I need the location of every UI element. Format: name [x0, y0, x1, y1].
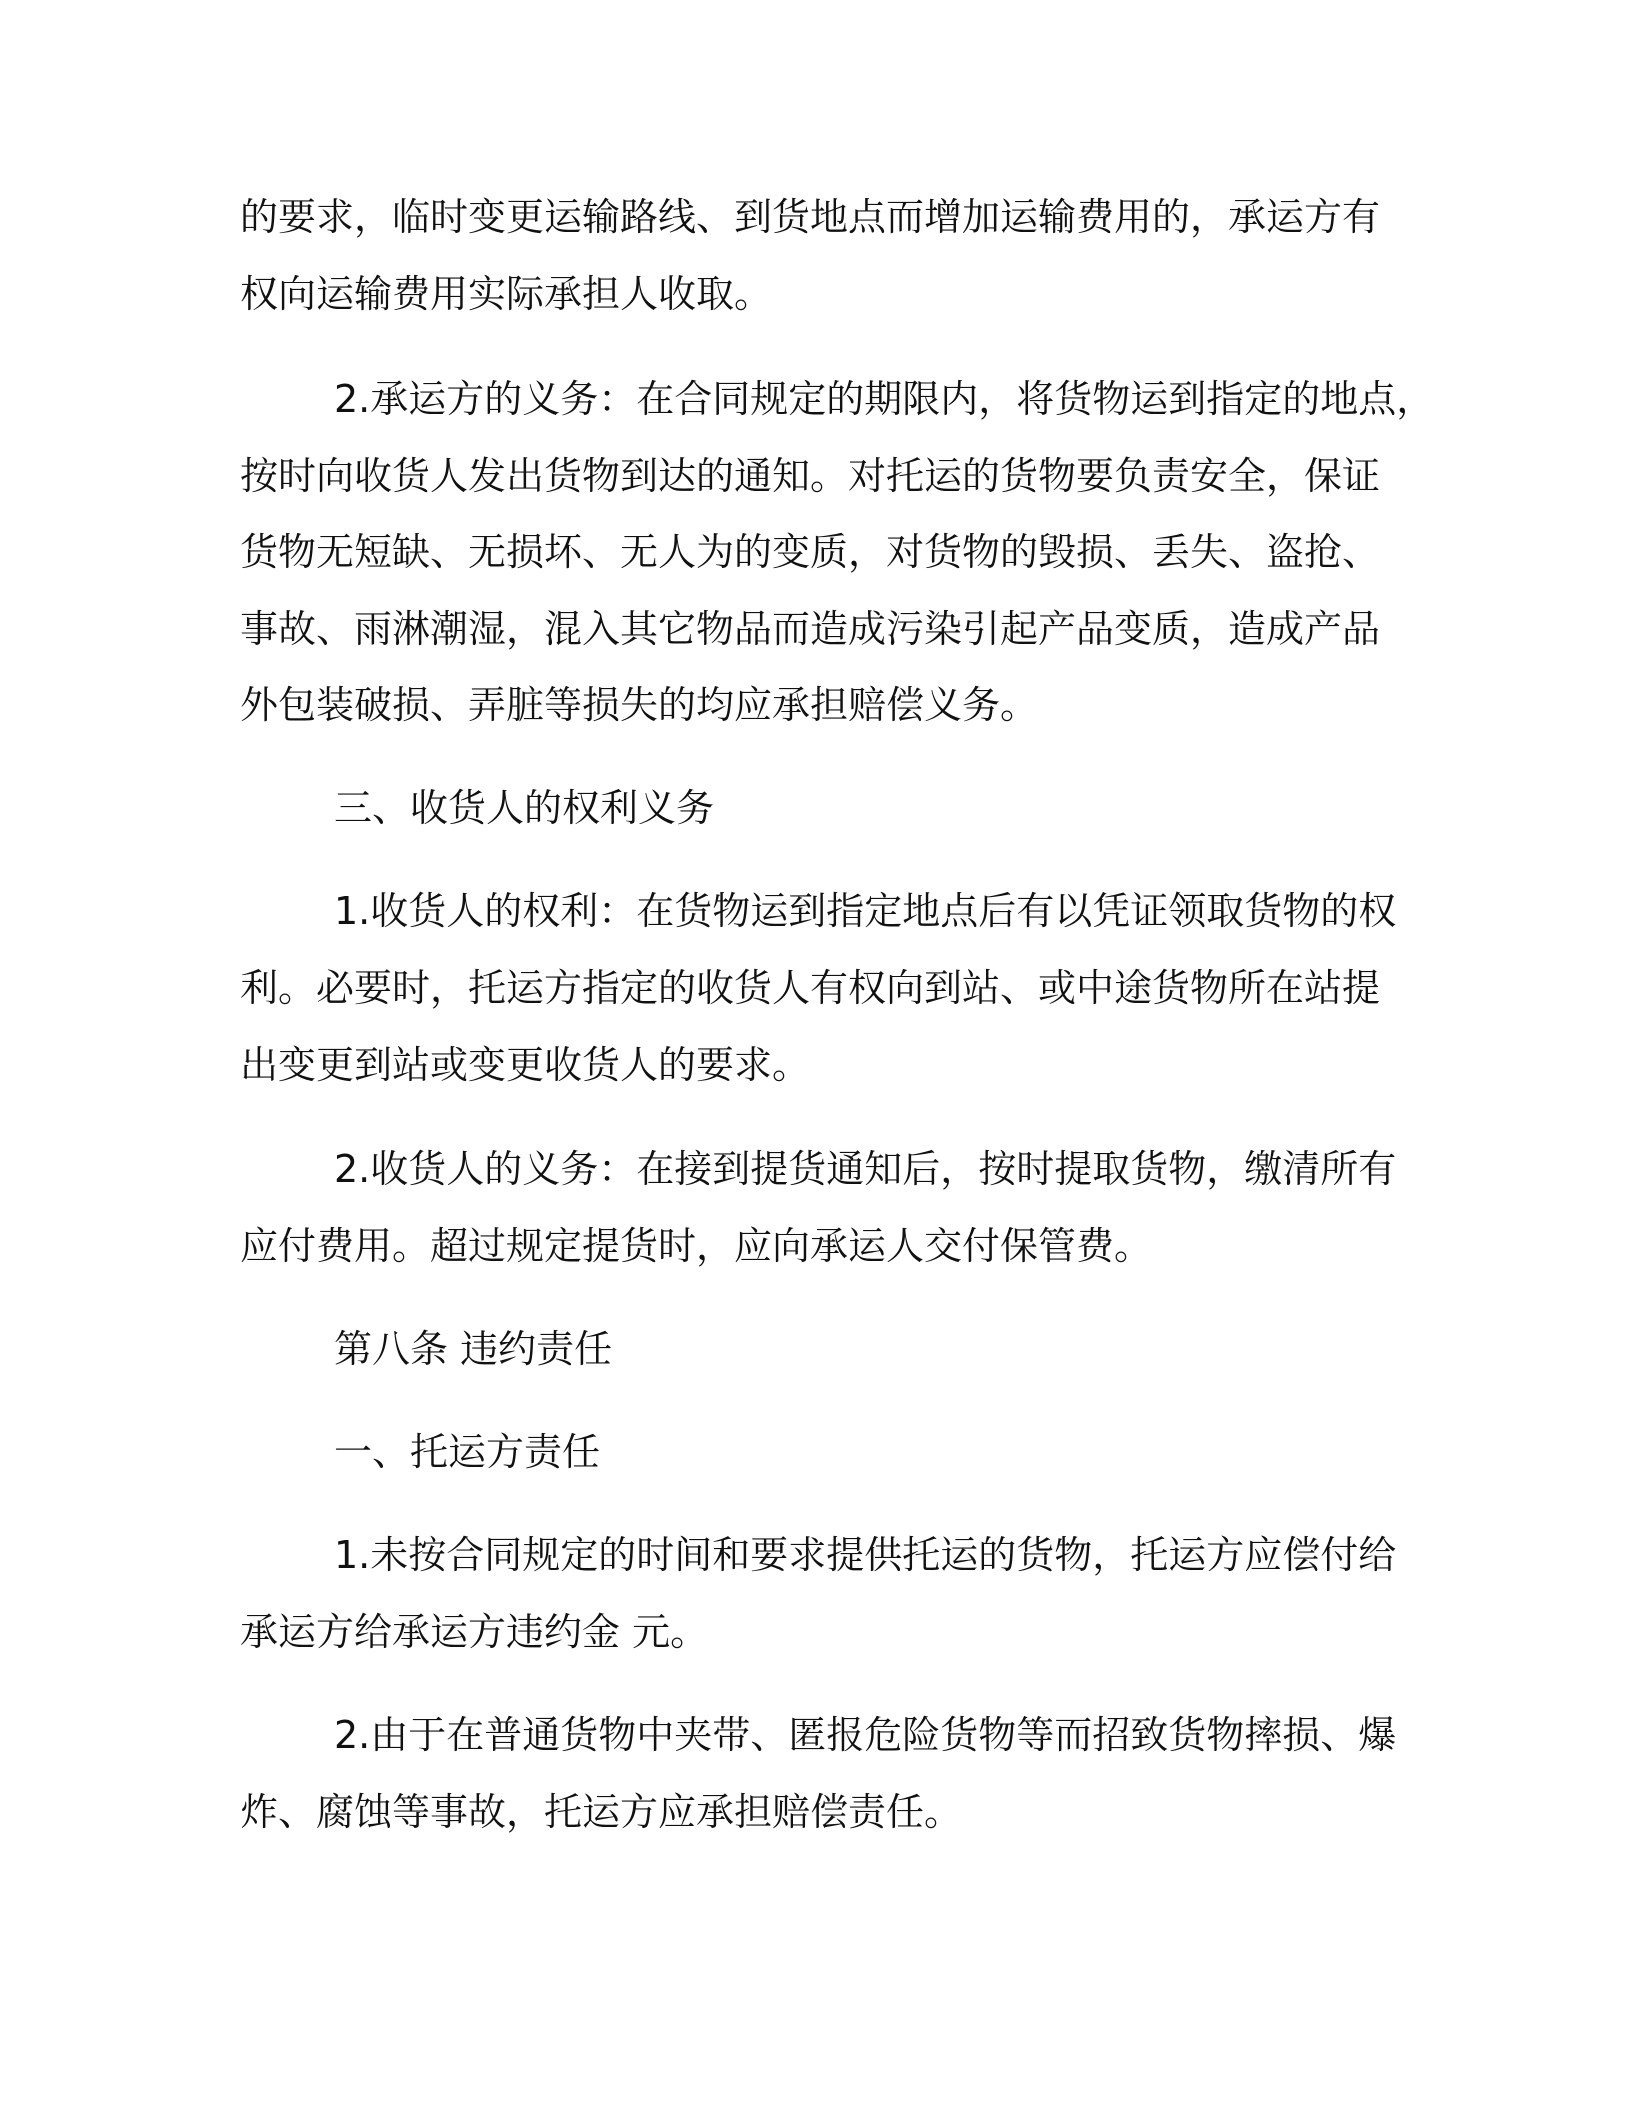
section-heading-shipper-liability: 一、托运方责任 [334, 1430, 601, 1474]
text-line: 货物无短缺、无损坏、无人为的变质，对货物的毁损、丢失、盗抢、 [240, 530, 1381, 574]
text-line: 按时向收货人发出货物到达的通知。对托运的货物要负责安全，保证 [240, 454, 1381, 498]
text-line: 的要求，临时变更运输路线、到货地点而增加运输费用的，承运方有 [240, 195, 1381, 239]
paragraph-carrier-obligations: 2.承运方的义务：在合同规定的期限内，将货物运到指定的地点， [334, 377, 1435, 421]
section-heading-consignee: 三、收货人的权利义务 [334, 786, 715, 830]
text-line: 出变更到站或变更收货人的要求。 [240, 1043, 811, 1087]
text-line: 事故、雨淋潮湿，混入其它物品而造成污染引起产品变质，造成产品 [240, 607, 1381, 651]
text-line: 权向运输费用实际承担人收取。 [240, 272, 773, 316]
text-line: 炸、腐蚀等事故，托运方应承担赔偿责任。 [240, 1790, 963, 1834]
paragraph-consignee-obligations: 2.收货人的义务：在接到提货通知后，按时提取货物，缴清所有 [334, 1147, 1397, 1191]
text-line: 外包装破损、弄脏等损失的均应承担赔偿义务。 [240, 683, 1039, 727]
text-line: 承运方给承运方违约金 元。 [240, 1610, 709, 1654]
text-line: 应付费用。超过规定提货时，应向承运人交付保管费。 [240, 1224, 1153, 1268]
paragraph-shipper-liability-1: 1.未按合同规定的时间和要求提供托运的货物，托运方应偿付给 [334, 1533, 1397, 1577]
paragraph-consignee-rights: 1.收货人的权利：在货物运到指定地点后有以凭证领取货物的权 [334, 889, 1397, 933]
article-heading-breach-liability: 第八条 违约责任 [334, 1327, 613, 1371]
text-line: 利。必要时，托运方指定的收货人有权向到站、或中途货物所在站提 [240, 966, 1381, 1010]
paragraph-shipper-liability-2: 2.由于在普通货物中夹带、匿报危险货物等而招致货物摔损、爆 [334, 1713, 1397, 1757]
